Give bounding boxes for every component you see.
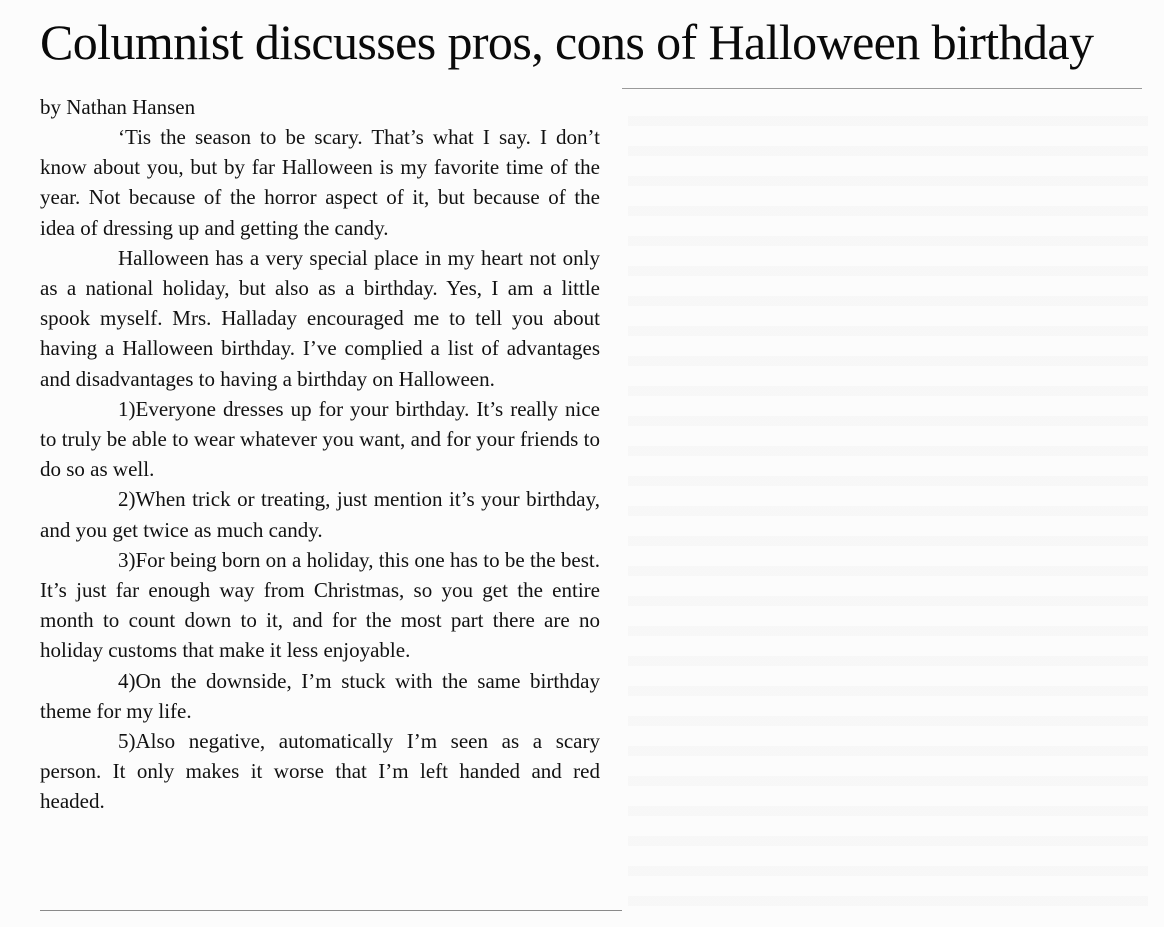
headline: Columnist discusses pros, cons of Halloween birthday bbox=[40, 14, 1094, 70]
column-divider-rule bbox=[622, 88, 1142, 89]
list-item-4: 4)On the downside, I’m stuck with the same birthday theme for my life. bbox=[40, 668, 600, 723]
list-item-5: 5)Also negative, automatically I’m seen as a scary person. It only makes it worse that I’m left handed and red headed. bbox=[40, 729, 600, 814]
list-item-1: 1)Everyone dresses up for your birthday. It’s really nice to truly be able to wear whatever you want, and for your friends to do so as well. bbox=[40, 396, 600, 482]
bottom-rule bbox=[40, 910, 622, 911]
faded-adjacent-column bbox=[628, 96, 1148, 916]
list-item-2: 2)When trick or treating, just mention it’s your birthday, and you get twice as much candy. bbox=[40, 487, 600, 542]
paragraph-intro: ‘Tis the season to be scary. That’s what I say. I don’t know about you, but by far Halloween is my favorite time of the year. Not because of the horror aspect of it, but because of the idea of dressing up and getting the candy. bbox=[40, 125, 600, 240]
article-body bbox=[40, 122, 600, 817]
paragraph-birthday: Halloween has a very special place in my heart not only as a national holiday, but also as a birthday. Yes, I am a little spook myself. Mrs. Halladay encouraged me to tell you about having a Halloween birthday. I’ve complied a list of advantages and disadvantages to having a birthday on Halloween. bbox=[40, 245, 600, 391]
byline: by Nathan Hansen bbox=[40, 95, 196, 119]
list-item-3: 3)For being born on a holiday, this one has to be the best. It’s just far enough way from Christmas, so you get the entire month to count down to it, and for the most part there are no holiday customs that make it less enjoyable. bbox=[40, 547, 600, 663]
